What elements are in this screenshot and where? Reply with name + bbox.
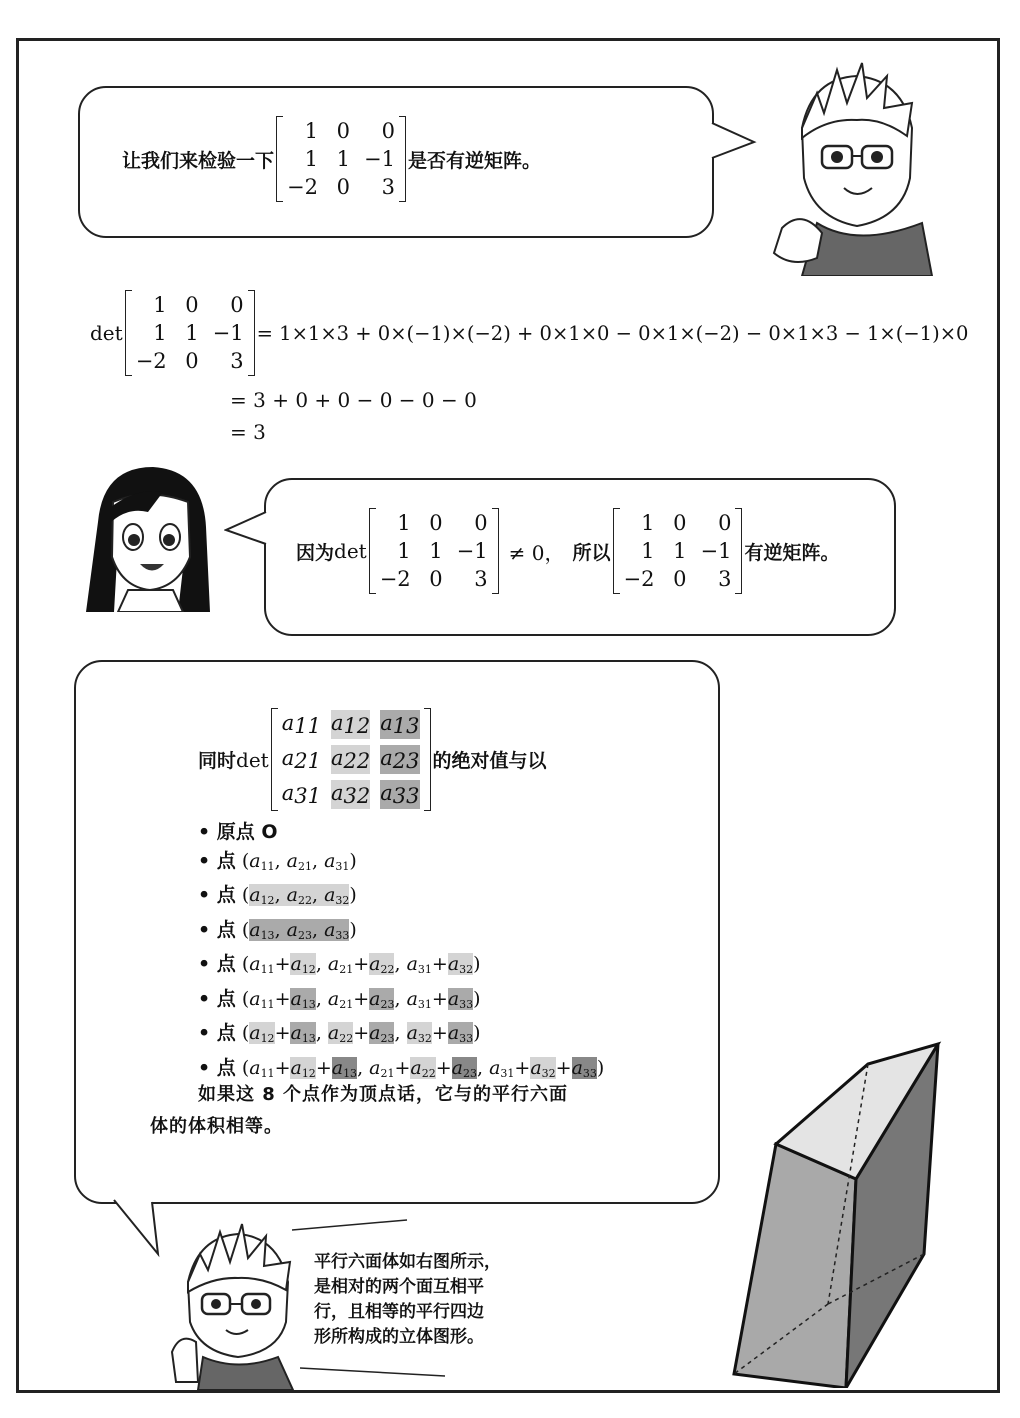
calc-line-1: = 1×1×3 + 0×(−1)×(−2) + 0×1×0 − 0×1×(−2) − 0×1×3 − 1×(−1)×0 [256, 321, 969, 345]
bubble2-neq: ≠ 0， [508, 540, 565, 565]
boy-character-bottom [168, 1222, 304, 1390]
calc-line-3: = 3 [230, 420, 266, 444]
speech-bubble-2 [264, 478, 896, 636]
note-line-4: 形所构成的立体图形。 [314, 1327, 484, 1347]
matrix-c: 1 0 0 1 1 −1 −2 0 3 [369, 508, 499, 594]
matrix-b: 1 0 0 1 1 −1 −2 0 3 [125, 290, 255, 376]
speech-bubble-3 [74, 660, 720, 1204]
parallelepiped-figure [728, 1034, 950, 1388]
bubble1-suffix: 是否有逆矩阵。 [407, 149, 541, 172]
note-line-1: 平行六面体如右图所示， [314, 1252, 501, 1272]
bubble2-middle: 所以 [572, 541, 611, 564]
note-divider-top [292, 1218, 412, 1232]
det-label: det [90, 321, 123, 345]
vertex-3: • 点 ($a_{13}$, $a_{23}$, $a_{33}$) [198, 916, 604, 951]
handwritten-note [314, 1250, 501, 1350]
vertex-2: • 点 ($a_{12}$, $a_{22}$, $a_{32}$) [198, 881, 604, 916]
vertex-5: • 点 ($a_{11}+a_{13}$, $a_{21}+a_{23}$, $a_{31}+a_{33}$) [198, 985, 604, 1020]
vertex-7: • 点 ($a_{11}+a_{12}+a_{13}$, $a_{21}+a_{22}+a_{23}$, $a_{31}+a_{32}+a_{33}$) [198, 1054, 604, 1089]
determinant-calculation [90, 290, 968, 444]
note-divider-bottom [300, 1366, 450, 1378]
symbolic-matrix: a11 a12 a13 a21 a22 a23 a31 a32 a33 [271, 708, 431, 811]
bubble2-prefix: 因为 [296, 541, 335, 564]
note-line-2: 是相对的两个面互相平 [314, 1277, 484, 1297]
vertex-1: • 点 ($a_{11}$, $a_{21}$, $a_{31}$) [198, 847, 604, 882]
boy-character-top [762, 58, 942, 276]
conclusion-line-2: 体的体积相等。 [150, 1116, 283, 1137]
conclusion-line-1: 如果这 8 个点作为顶点话，它与的平行六面 [198, 1084, 569, 1105]
bubble3-intro-prefix: 同时 [198, 750, 237, 772]
vertex-4: • 点 ($a_{11}+a_{12}$, $a_{21}+a_{22}$, $a_{31}+a_{32}$) [198, 950, 604, 985]
matrix-a: 1 0 0 1 1 −1 −2 0 3 [276, 116, 406, 202]
note-line-3: 行，且相等的平行四边 [314, 1302, 484, 1322]
speech-bubble-1 [78, 86, 714, 238]
bubble1-tail [710, 118, 760, 168]
bubble1-prefix: 让我们来检验一下 [122, 149, 275, 172]
bubble3-tail [110, 1196, 170, 1258]
calc-line-2: = 3 + 0 + 0 − 0 − 0 − 0 [230, 388, 477, 412]
matrix-d: 1 0 0 1 1 −1 −2 0 3 [613, 508, 743, 594]
girl-character [78, 462, 220, 612]
vertex-6: • 点 ($a_{12}+a_{13}$, $a_{22}+a_{23}$, $a_{32}+a_{33}$) [198, 1019, 604, 1054]
vertex-list [198, 818, 604, 1088]
bubble3-intro-suffix: 的绝对值与以 [432, 750, 547, 772]
bubble2-det-label: det [334, 539, 367, 563]
bubble2-tail [224, 508, 268, 548]
bubble2-suffix: 有逆矩阵。 [744, 541, 840, 564]
vertex-origin: • 原点 O [198, 818, 604, 847]
bubble3-det-label: det [236, 747, 269, 772]
